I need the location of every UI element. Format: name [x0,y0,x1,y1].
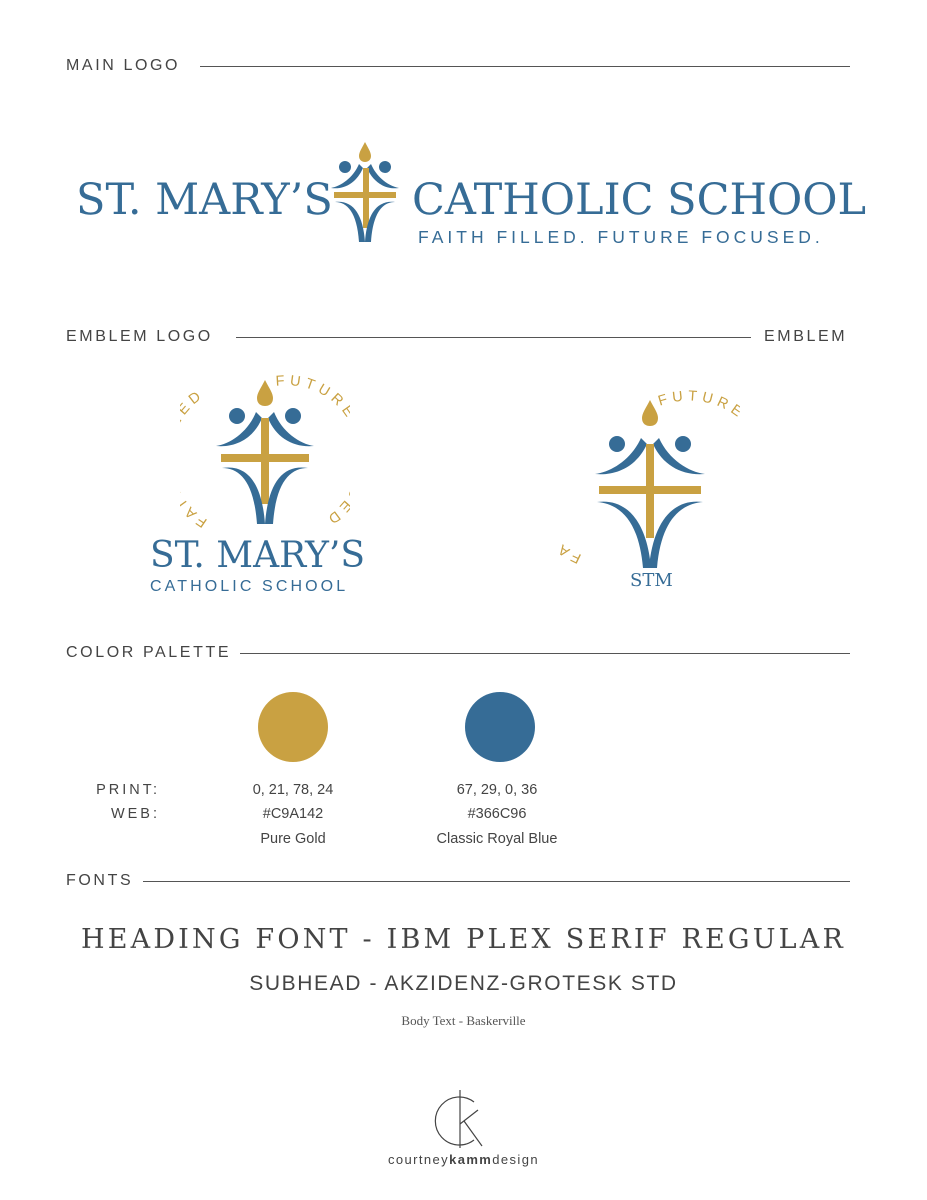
arc-text-left: F [565,546,584,567]
emblem-logo-name: ST. MARY’S [150,535,365,576]
arc-text-right: FUTUR D [275,372,350,530]
emblem-logo-graphic [180,370,350,530]
color-swatch-blue [465,692,535,762]
gold-print-value: 0, 21, 78, 24 [252,782,334,798]
color-swatch-gold [258,692,328,762]
section-label-emblem: EMBLEM [764,328,848,345]
gold-web-value: #C9A142 [262,806,324,822]
divider-line [143,881,850,882]
emblem-logo-subtitle: CATHOLIC SCHOOL [150,578,349,595]
ck-monogram-icon [434,1088,494,1150]
blue-color-name: Classic Royal Blue [436,831,558,847]
section-label-main-logo: MAIN LOGO [66,57,181,74]
blue-print-value: 67, 29, 0, 36 [456,782,538,798]
svg-text:FUTURE FOCUSED [275,373,350,529]
blue-web-value: #366C96 [467,806,527,822]
svg-text:FAITH FILLED [560,424,584,566]
subhead-font-sample: SUBHEAD - AKZIDENZ-GROTESK STD [249,972,678,995]
cross-emblem-icon [595,400,705,568]
emblem-graphic [560,390,740,570]
divider-line [200,66,850,67]
arc-text-left: FA D [180,386,211,530]
section-label-emblem-logo: EMBLEM LOGO [66,328,213,345]
main-logo-right-text: CATHOLIC SCHOOL [412,175,867,225]
divider-line [240,653,850,654]
designer-signature [0,1152,927,1167]
svg-text:FAITH FILLED [180,386,210,530]
gold-color-name: Pure Gold [260,831,326,847]
main-logo-tagline: FAITH FILLED. FUTURE FOCUSED. [418,227,824,247]
signature-part-1: courtney [388,1152,450,1167]
cross-emblem-icon [216,380,314,524]
print-label: PRINT: [96,782,160,798]
divider-line [236,337,751,338]
emblem-monogram: STM [630,570,673,591]
arc-text-right: FUTUR [656,390,735,415]
web-label: WEB: [110,806,160,822]
cross-emblem-icon [325,140,405,245]
body-font-sample: Body Text - Baskerville [401,1013,526,1028]
section-label-color-palette: COLOR PALETTE [66,644,232,661]
section-label-fonts: FONTS [66,872,134,889]
signature-part-2: kamm [449,1152,493,1167]
heading-font-sample: HEADING FONT - IBM PLEX SERIF REGULAR [80,924,846,955]
signature-part-3: design [492,1152,539,1167]
main-logo-left-text: ST. MARY’S [76,175,333,225]
